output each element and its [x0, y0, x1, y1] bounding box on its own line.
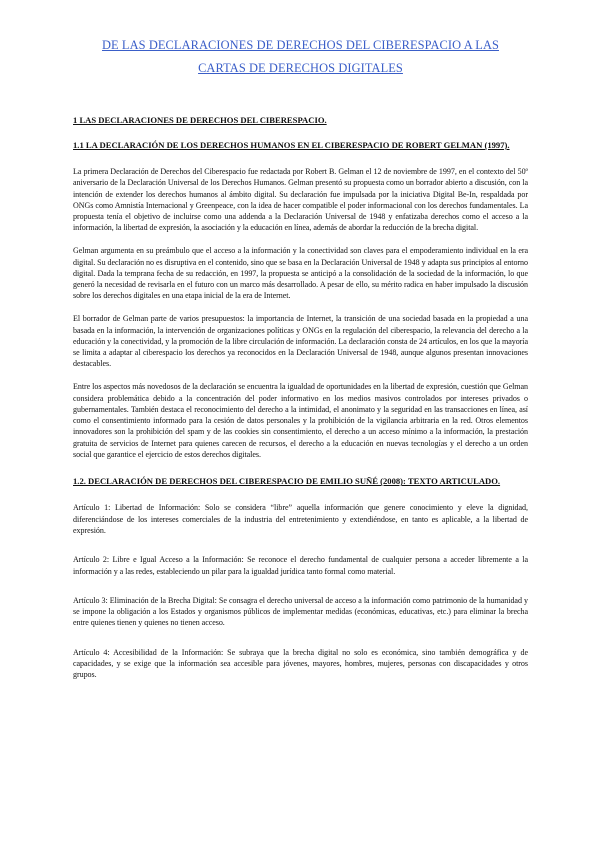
- paragraph-2: Gelman argumenta en su preámbulo que el acceso a la información y la conectividad son claves para el empoderamiento individual en la era digital. Su declaración no es disruptiva en el contenido, sino que se basa en la Declaración Universal de 1948 y adapta sus principios al entorno digital. Dada la temprana fecha de su redacción, en 1997, la propuesta se anticipó a la consolidación de la sociedad de la información, lo que generó la necesidad de revisarla en el futuro con un marco más desarrollado. A pesar de ello, su mérito radica en haber impulsado la discusión sobre los derechos digitales en una etapa inicial de la era de Internet.: [73, 246, 528, 301]
- section-1-1-heading: 1.1 LA DECLARACIÓN DE LOS DERECHOS HUMANOS EN EL CIBERESPACIO DE ROBERT GELMAN (1997).: [73, 140, 510, 150]
- section-1-2-heading: 1.2. DECLARACIÓN DE DERECHOS DEL CIBERESPACIO DE EMILIO SUÑÉ (2008): TEXTO ARTICULADO.: [73, 476, 501, 487]
- paragraph-3: El borrador de Gelman parte de varios presupuestos: la importancia de Internet, la transición de una sociedad basada en la propiedad a una basada en la información, la intervención de organizaciones políticas y ONGs en la regulación del ciberespacio, la relevancia del derecho a la educación y la conectividad, y la promoción de la libre circulación de información. La declaración consta de 24 artículos, en los que la mayoría se limita a adaptar al ciberespacio los derechos ya reconocidos en la Declaración Universal de 1948, aunque algunos presentan innovaciones destacables.: [73, 314, 528, 369]
- document-title: DE LAS DECLARACIONES DE DERECHOS DEL CIBERESPACIO A LAS CARTAS DE DERECHOS DIGITALES: [102, 38, 499, 75]
- section-1-heading: 1 LAS DECLARACIONES DE DERECHOS DEL CIBERESPACIO.: [73, 115, 327, 125]
- article-3: Artículo 3: Eliminación de la Brecha Digital: Se consagra el derecho universal de acceso a la información como patrimonio de la humanidad y se impone la obligación a los Estados y organismos públicos de implementar medidas (económicas, educativas, etc.) para eliminar la brecha entre quienes tienen y quienes no tienen acceso.: [73, 595, 528, 628]
- article-2: Artículo 2: Libre e Igual Acceso a la Información: Se reconoce el derecho fundamental de cualquier persona a acceder libremente a la información y a las redes, estableciendo un pilar para la igualdad jurídica tanto formal como material.: [73, 555, 528, 576]
- paragraph-4: Entre los aspectos más novedosos de la declaración se encuentra la igualdad de oportunidades en la libertad de expresión, cuestión que Gelman considera problemática debido a la concentración del poder informativo en los medios masivos controlados por intereses privados o gubernamentales. También destaca el reconocimiento del derecho a la intimidad, el anonimato y la seguridad en las transacciones en línea, así como el consentimiento informado para la cesión de datos personales y la prohibición de la vigilancia arbitraria en la red. Otros elementos innovadores son la prohibición del spam y de las cookies sin consentimiento, el derecho a un acceso mínimo a la información, la prestación gratuita de servicios de Internet para quienes carecen de recursos, el derecho a la educación en nuevas tecnologías y el derecho a un orden social que garantice el ejercicio de estos derechos digitales.: [73, 382, 528, 460]
- article-4: Artículo 4: Accesibilidad de la Información: Se subraya que la brecha digital no solo es económica, sino también demográfica y de capacidades, y se exige que la información sea accesible para jóvenes, mayores, hombres, mujeres, personas con discapacidades y otros grupos.: [73, 647, 528, 680]
- article-1: Artículo 1: Libertad de Información: Solo se considera “libre” aquella información que genere conocimiento y eleve la dignidad, diferenciándose de los intereses comerciales de la industria del entretenimiento y extendiéndose, en tanto es aplicable, a la libertad de expresión.: [73, 503, 528, 535]
- paragraph-1: La primera Declaración de Derechos del Ciberespacio fue redactada por Robert B. Gelman el 12 de noviembre de 1997, en el contexto del 50º aniversario de la Declaración Universal de los Derechos Humanos. Gelman presentó su propuesta como un borrador abierto a discusión, con la intención de extender los derechos humanos al ámbito digital. Su declaración fue impulsada por la iniciativa Digital Be-In, respaldada por ONGs como Amnistía Internacional y Greenpeace, con la idea de hacer compatible el poder informacional con los derechos fundamentales. La propuesta tenía el objetivo de incluirse como una addenda a la Declaración Universal de 1948 y enfatizaba derechos como el acceso a la información, la libertad de expresión, la asociación y la educación en línea, además de abordar la reducción de la brecha digital.: [73, 167, 528, 233]
